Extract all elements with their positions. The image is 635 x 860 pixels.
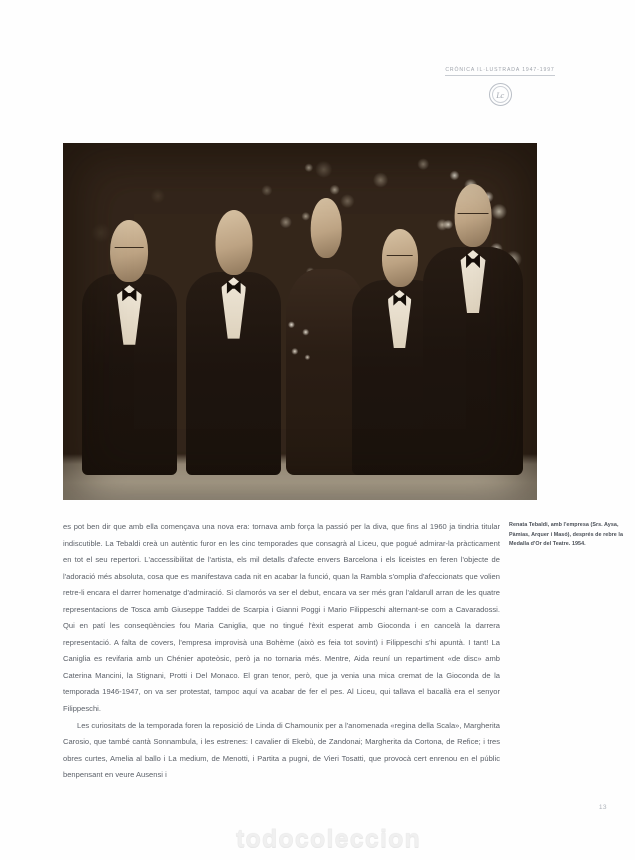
paragraph-1: es pot ben dir que amb ella començava una nova era: tornava amb força la passió per la diva, que fins al 1960 ja tindria titular indiscutible. La Tebaldi creà un autèntic furor en les cinc temporades que consagrà al Liceu, que pogué admirar-la pràcticament en tot el seu repertori. L'accessibilitat de l'artista, els mil detalls d'afecte envers Barcelona i els liceistes en feren l'objecte de l'adoració més absoluta, cosa que es manifestava cada nit en acabar la funció, quan la Rambla s'omplia d'afeccionats que volien retre-li encara el darrer homenatge d'admiració. Si clamorós va ser el debut, encara va ser més gran l'aldarull arran de les quatre representacions de Tosca amb Giuseppe Taddei de Scarpia i Gianni Poggi i Mario Filippeschi alternant-se com a Cavaradossi. Qui en patí les conseqüències fou Maria Caniglia, que no tingué l'èxit esperat amb Gioconda i en cancelà la darrera representació. A falta de covers, l'empresa improvisà una Bohème (això es feia tot sovint) i Filippeschi s'hi apuntà. I tant! La Caniglia es revifaria amb un Chénier apoteòsic, però ja no tornaria més. Mentre, Aida reuní un repartiment «de disc» amb Caterina Mancini, la Stignani, Protti i Del Monaco. El gran tenor, però, que ja venia una mica cremat de la Gioconda de la temporada 1946-1947, on va ser protestat, tampoc aquí va acabar de fer el pes. Al Liceu, qui tallava el bacallà era el senyor Filippeschi. <box>63 522 500 714</box>
figure-man-2 <box>186 197 281 475</box>
head <box>455 184 492 247</box>
figure-man-1 <box>82 204 177 475</box>
running-head-text: CRÒNICA IL·LUSTRADA 1947-1997 <box>445 67 554 76</box>
head <box>382 229 418 287</box>
eyeglasses-icon <box>386 255 413 258</box>
head <box>110 220 148 282</box>
flower-bouquet <box>278 304 320 378</box>
page-number: 13 <box>598 804 607 811</box>
liceu-logo-icon <box>489 83 512 106</box>
photograph <box>63 143 537 500</box>
head <box>311 198 342 258</box>
body-text-column <box>63 519 500 784</box>
paragraph-2: Les curiositats de la temporada foren la reposició de Linda di Chamounix per a l'anomenada «regina della Scala», Margherita Carosio, que també cantà Sonnambula, i les estrenes: I cavalier di Ekebù, de Zandonai; Margherita da Cortona, de Refice; i tres obres curtes, Amelia al ballo i La medium, de Menotti, i Partita a pugni, de Vieri Tosatti, que provocà cert enrenou en el públic benpensant en veure Ausensi i <box>63 720 500 780</box>
eyeglasses-icon <box>458 213 488 216</box>
head <box>215 210 252 274</box>
running-header <box>420 58 580 106</box>
figure-man-4 <box>423 175 523 475</box>
logo-monogram: Lc <box>496 89 504 100</box>
watermark-text: todocoleccion <box>235 825 422 853</box>
todocoleccion-watermark <box>0 825 635 854</box>
eyeglasses-icon <box>115 247 144 250</box>
photo-caption: Renata Tebaldi, amb l'empresa (Srs. Aysa, Pàmias, Arquer i Masó), després de rebre la Medalla d'Or del Teatre. 1954. <box>509 522 623 548</box>
